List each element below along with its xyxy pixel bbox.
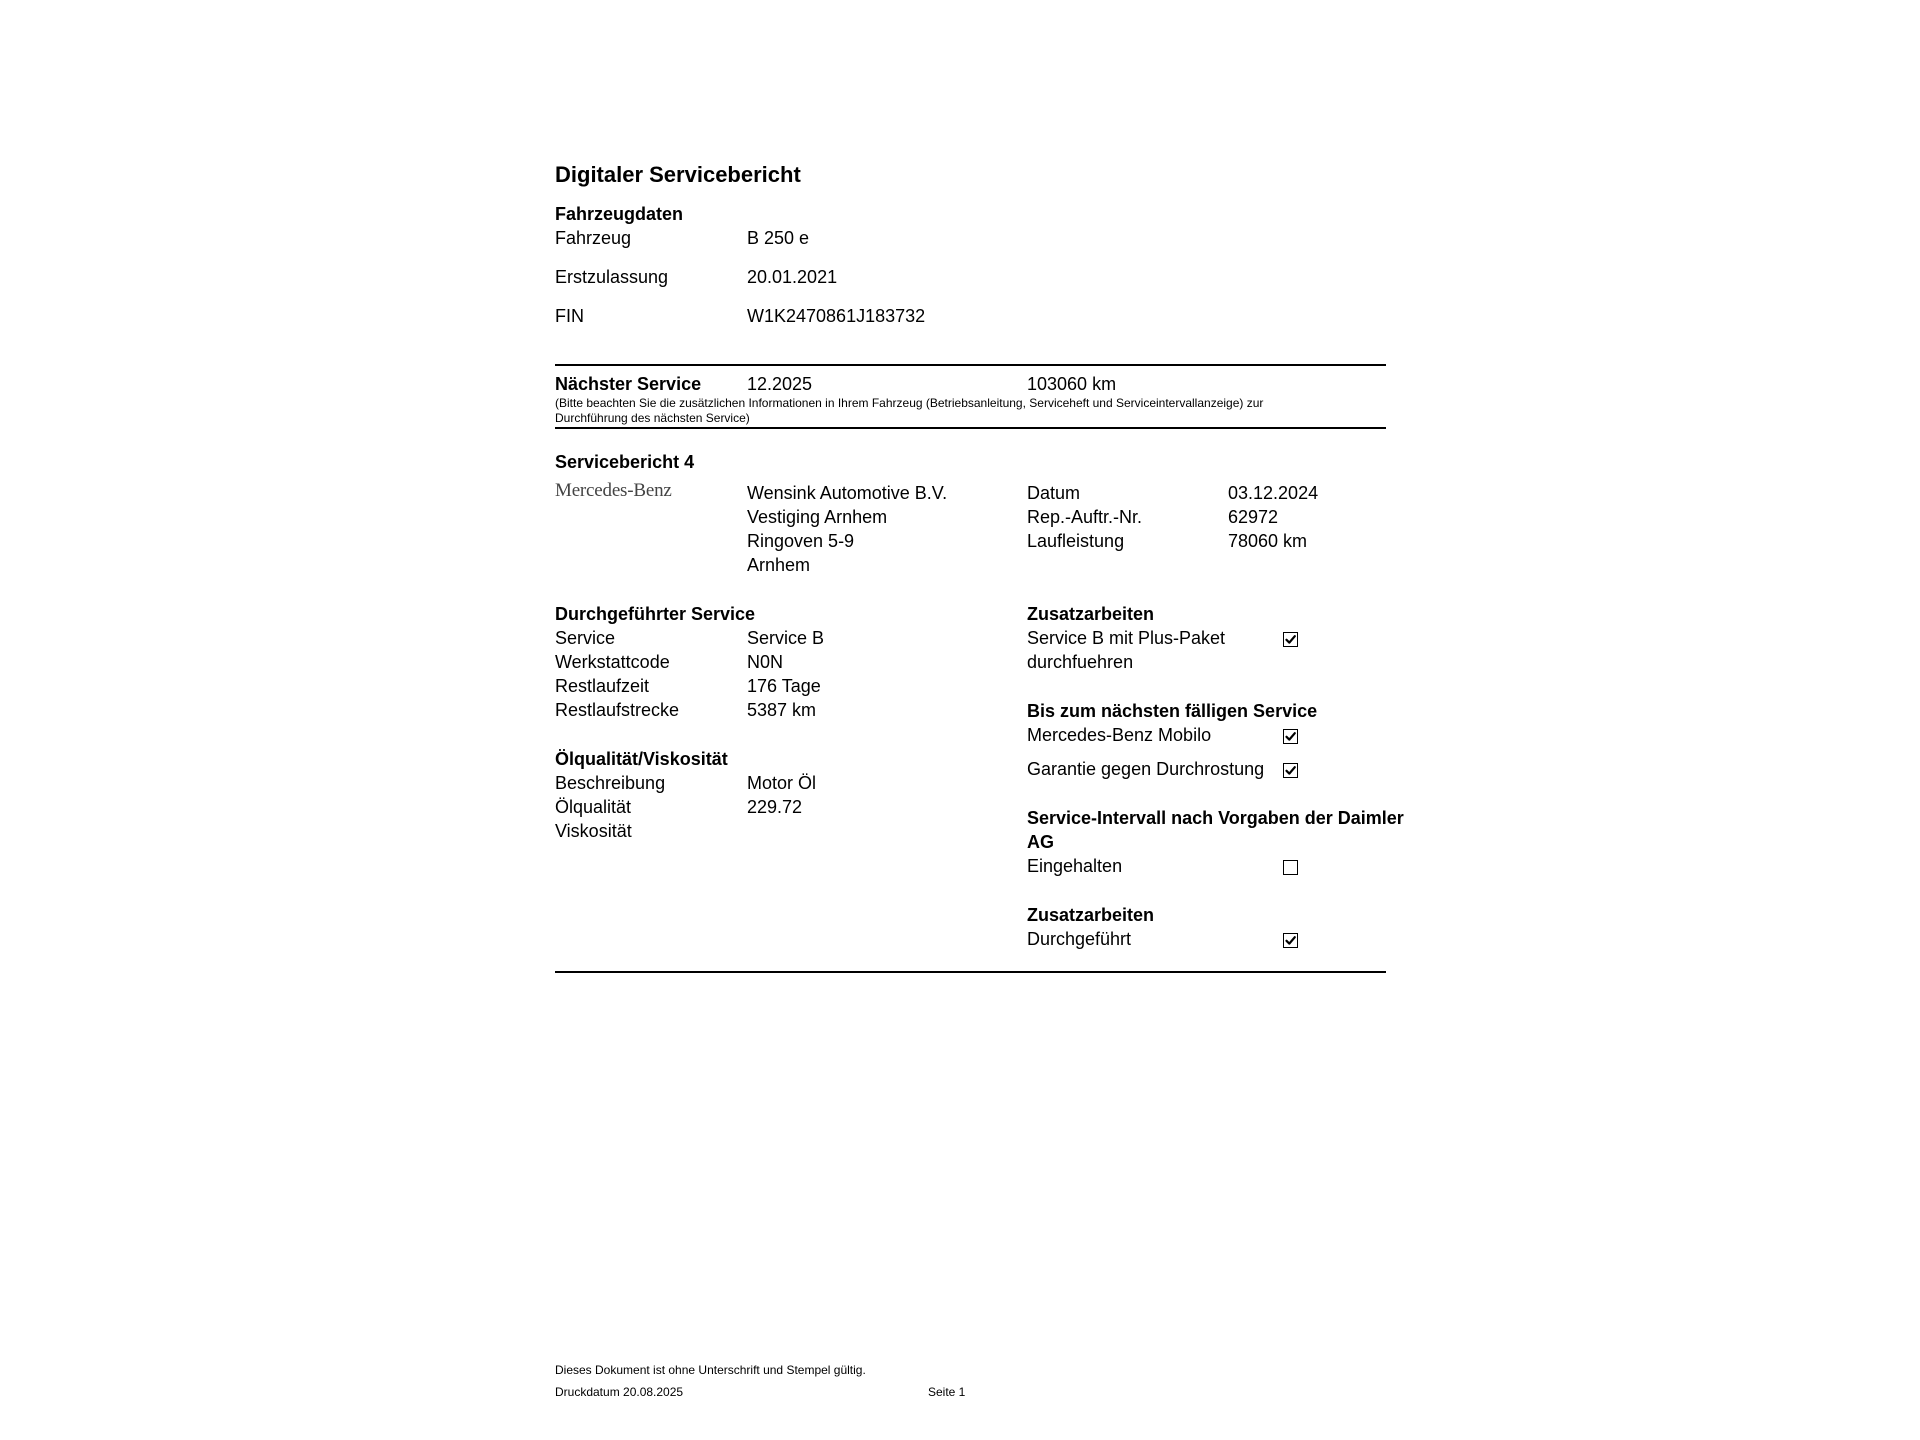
performed-label-service: Service [555, 628, 616, 648]
vehicle-value-model: B 250 e [747, 228, 810, 248]
report-heading: Servicebericht 4 [555, 452, 695, 472]
report-value-date: 03.12.2024 [1228, 483, 1319, 503]
dealer-name: Wensink Automotive B.V. [747, 483, 948, 503]
performed-label-remaining-time: Restlaufzeit [555, 676, 650, 696]
performed-label-remaining-distance: Restlaufstrecke [555, 700, 680, 720]
extra-work-2-item-label: Durchgeführt [1027, 929, 1132, 949]
checkmark-icon [1283, 632, 1298, 647]
report-value-mileage: 78060 km [1228, 531, 1308, 551]
oil-value-quality: 229.72 [747, 797, 803, 817]
extra-work-item-line-1: Service B mit Plus-Paket [1027, 628, 1226, 648]
performed-value-service: Service B [747, 628, 825, 648]
mobilo-checkbox[interactable] [1283, 729, 1298, 744]
oil-label-quality: Ölqualität [555, 797, 632, 817]
interval-item-label: Eingehalten [1027, 856, 1123, 876]
interval-heading-line-2: AG [1027, 832, 1054, 852]
next-service-date: 12.2025 [747, 374, 813, 394]
validity-note: Dieses Dokument ist ohne Unterschrift und Stempel gültig. [555, 1363, 866, 1377]
extra-work-2-checkbox[interactable] [1283, 933, 1298, 948]
until-next-heading: Bis zum nächsten fälligen Service [1027, 701, 1318, 721]
report-label-date: Datum [1027, 483, 1081, 503]
performed-value-remaining-time: 176 Tage [747, 676, 821, 696]
vehicle-label-model: Fahrzeug [555, 228, 632, 248]
next-service-note-1: (Bitte beachten Sie die zusätzlichen Informationen in Ihrem Fahrzeug (Betriebsanleitung, Serviceheft und Serviceintervallanzeige) zur [555, 396, 1264, 410]
page-number: Seite 1 [928, 1385, 966, 1399]
report-label-mileage: Laufleistung [1027, 531, 1125, 551]
extra-work-checkbox[interactable] [1283, 632, 1298, 647]
vehicle-heading: Fahrzeugdaten [555, 204, 684, 224]
oil-value-description: Motor Öl [747, 773, 817, 793]
performed-value-remaining-distance: 5387 km [747, 700, 817, 720]
divider-bottom [555, 971, 1386, 973]
vehicle-value-registration: 20.01.2021 [747, 267, 838, 287]
checkmark-icon [1283, 933, 1298, 948]
extra-work-item-line-2: durchfuehren [1027, 652, 1134, 672]
checkmark-icon [1283, 729, 1298, 744]
divider-top [555, 364, 1386, 366]
next-service-label: Nächster Service [555, 374, 702, 394]
mobilo-label: Mercedes-Benz Mobilo [1027, 725, 1212, 745]
next-service-mileage: 103060 km [1027, 374, 1117, 394]
document-title: Digitaler Servicebericht [555, 162, 801, 187]
oil-heading: Ölqualität/Viskosität [555, 749, 728, 769]
performed-value-workshop-code: N0N [747, 652, 784, 672]
oil-label-viscosity: Viskosität [555, 821, 632, 841]
rust-guarantee-label: Garantie gegen Durchrostung [1027, 759, 1265, 779]
vehicle-label-vin: FIN [555, 306, 584, 326]
mercedes-benz-logo: Mercedes-Benz [555, 480, 672, 501]
vehicle-label-registration: Erstzulassung [555, 267, 669, 287]
print-date: Druckdatum 20.08.2025 [555, 1385, 684, 1399]
dealer-street: Ringoven 5-9 [747, 531, 855, 551]
divider-next-service [555, 427, 1386, 429]
extra-work-2-heading: Zusatzarbeiten [1027, 905, 1155, 925]
performed-service-heading: Durchgeführter Service [555, 604, 756, 624]
interval-heading-line-1: Service-Intervall nach Vorgaben der Daimler [1027, 808, 1404, 828]
performed-label-workshop-code: Werkstattcode [555, 652, 670, 672]
checkmark-icon [1283, 763, 1298, 778]
interval-checkbox[interactable] [1283, 860, 1298, 875]
next-service-note-2: Durchführung des nächsten Service) [555, 411, 750, 425]
extra-work-heading: Zusatzarbeiten [1027, 604, 1155, 624]
oil-label-description: Beschreibung [555, 773, 666, 793]
dealer-city: Arnhem [747, 555, 811, 575]
report-label-order: Rep.-Auftr.-Nr. [1027, 507, 1143, 527]
report-value-order: 62972 [1228, 507, 1279, 527]
dealer-branch: Vestiging Arnhem [747, 507, 888, 527]
rust-guarantee-checkbox[interactable] [1283, 763, 1298, 778]
vehicle-value-vin: W1K2470861J183732 [747, 306, 926, 326]
